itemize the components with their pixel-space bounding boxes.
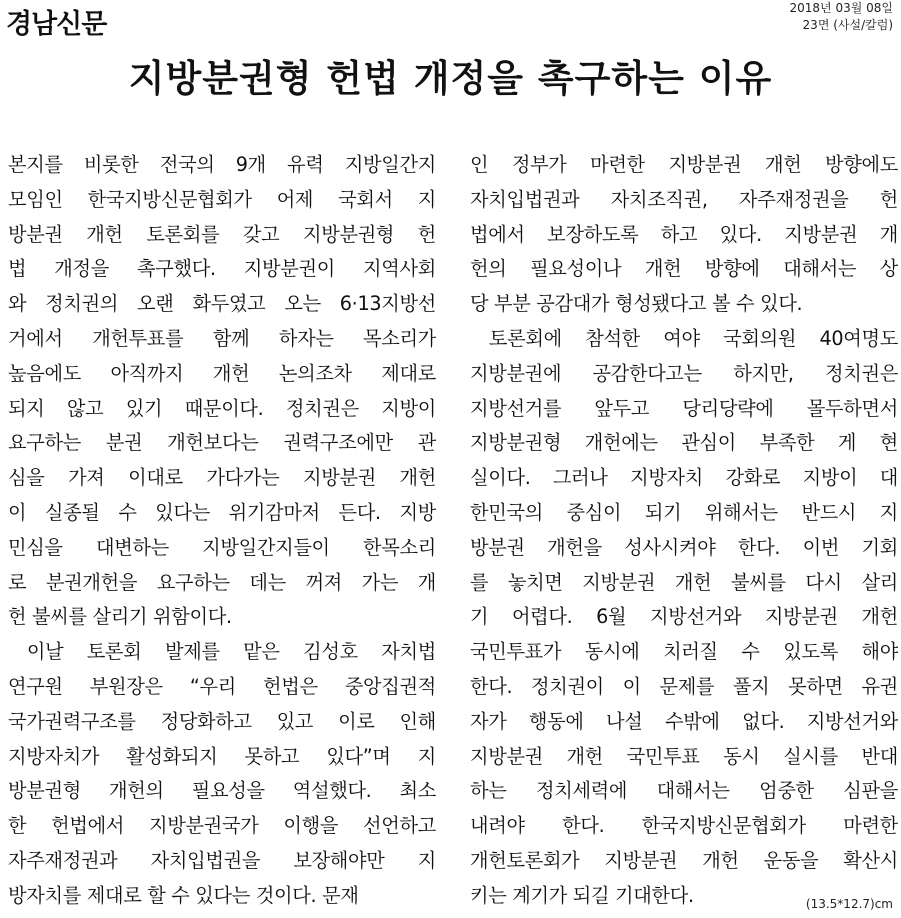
article-line: 방자치를 제대로 할 수 있다는 것이다. 문재 <box>8 883 359 907</box>
article-line: 방분권 개헌 토론회를 갖고 지방분권형 헌 <box>8 222 436 246</box>
article-line: 심을 가져 이대로 가다가는 지방분권 개헌 <box>8 466 436 490</box>
article-line: 이날 토론회 발제를 맡은 김성호 자치법 <box>8 640 436 664</box>
article-line: 되지 않고 있기 때문이다. 정치권은 지방이 <box>8 396 436 420</box>
article-line: 거에서 개헌투표를 함께 하자는 목소리가 <box>8 326 436 350</box>
article-line: 지방자치가 활성화되지 못하고 있다”며 지 <box>8 744 436 768</box>
article-line: 요구하는 분권 개헌보다는 권력구조에만 관 <box>8 431 436 455</box>
article-line: 모임인 한국지방신문협회가 어제 국회서 지 <box>8 187 436 211</box>
publish-date: 2018년 03월 08일 <box>789 1 893 15</box>
article-line: 한민국의 중심이 되기 위해서는 반드시 지 <box>470 500 898 524</box>
article-line: 법 개정을 촉구했다. 지방분권이 지역사회 <box>8 257 436 281</box>
article-line: 로 분권개헌을 요구하는 데는 꺼져 가는 개 <box>8 570 436 594</box>
article-line: 토론회에 참석한 여야 국회의원 40여명도 <box>470 326 898 350</box>
clipping-size: (13.5*12.7)cm <box>805 897 893 911</box>
page-section: 23면 (사설/칼럼) <box>802 18 893 32</box>
newspaper-masthead: 경남신문 <box>6 9 107 40</box>
article-line: 지방분권에 공감한다고는 하지만, 정치권은 <box>470 361 898 385</box>
article-line: 국민투표가 동시에 치러질 수 있도록 해야 <box>470 640 898 664</box>
article-line: 국가권력구조를 정당화하고 있고 이로 인해 <box>8 709 436 733</box>
article-line: 민심을 대변하는 지방일간지들이 한목소리 <box>8 535 436 559</box>
article-line: 하는 정치세력에 대해서는 엄중한 심판을 <box>470 779 898 803</box>
article-line: 지방선거를 앞두고 당리당략에 몰두하면서 <box>470 396 898 420</box>
article-line: 지방분권 개헌 국민투표 동시 실시를 반대 <box>470 744 898 768</box>
article-line: 인 정부가 마련한 지방분권 개헌 방향에도 <box>470 153 898 176</box>
article-line: 를 놓치면 지방분권 개헌 불씨를 다시 살리 <box>470 570 898 594</box>
article-line: 당 부분 공감대가 형성됐다고 볼 수 있다. <box>470 292 803 316</box>
article-line: 자치입법권과 자치조직권, 자주재정권을 헌 <box>470 187 898 211</box>
article-line: 방분권 개헌을 성사시켜야 한다. 이번 기회 <box>470 535 898 559</box>
article-headline: 지방분권형 헌법 개정을 촉구하는 이유 <box>128 57 773 100</box>
article-line: 헌의 필요성이나 개헌 방향에 대해서는 상 <box>470 257 898 281</box>
article-line: 실이다. 그러나 지방자치 강화로 지방이 대 <box>470 466 898 490</box>
article-line: 법에서 보장하도록 하고 있다. 지방분권 개 <box>470 222 898 246</box>
article-line: 연구원 부원장은 “우리 헌법은 중앙집권적 <box>8 674 436 698</box>
article-line: 본지를 비롯한 전국의 9개 유력 지방일간지 <box>8 153 436 176</box>
article-line: 한다. 정치권이 이 문제를 풀지 못하면 유권 <box>470 674 898 698</box>
article-line: 자가 행동에 나설 수밖에 없다. 지방선거와 <box>470 709 898 733</box>
article-column-right <box>470 148 898 914</box>
article-meta <box>790 0 893 34</box>
article-line: 한 헌법에서 지방분권국가 이행을 선언하고 <box>8 814 436 838</box>
article-line: 높음에도 아직까지 개헌 논의조차 제대로 <box>8 361 436 385</box>
article-line: 내려야 한다. 한국지방신문협회가 마련한 <box>470 814 898 838</box>
article-line: 키는 계기가 되길 기대한다. <box>470 883 694 907</box>
article-line: 이 실종될 수 있다는 위기감마저 든다. 지방 <box>8 500 436 524</box>
article-line: 와 정치권의 오랜 화두였고 오는 6·13지방선 <box>8 292 436 316</box>
article-line: 헌 불씨를 살리기 위함이다. <box>8 605 232 629</box>
article-line: 지방분권형 개헌에는 관심이 부족한 게 현 <box>470 431 898 455</box>
article-line: 자주재정권과 자치입법권을 보장해야만 지 <box>8 848 436 872</box>
article-line: 개헌토론회가 지방분권 개헌 운동을 확산시 <box>470 848 898 872</box>
article-line: 기 어렵다. 6월 지방선거와 지방분권 개헌 <box>470 605 898 629</box>
article-column-left <box>8 148 436 914</box>
article-line: 방분권형 개헌의 필요성을 역설했다. 최소 <box>8 779 436 803</box>
